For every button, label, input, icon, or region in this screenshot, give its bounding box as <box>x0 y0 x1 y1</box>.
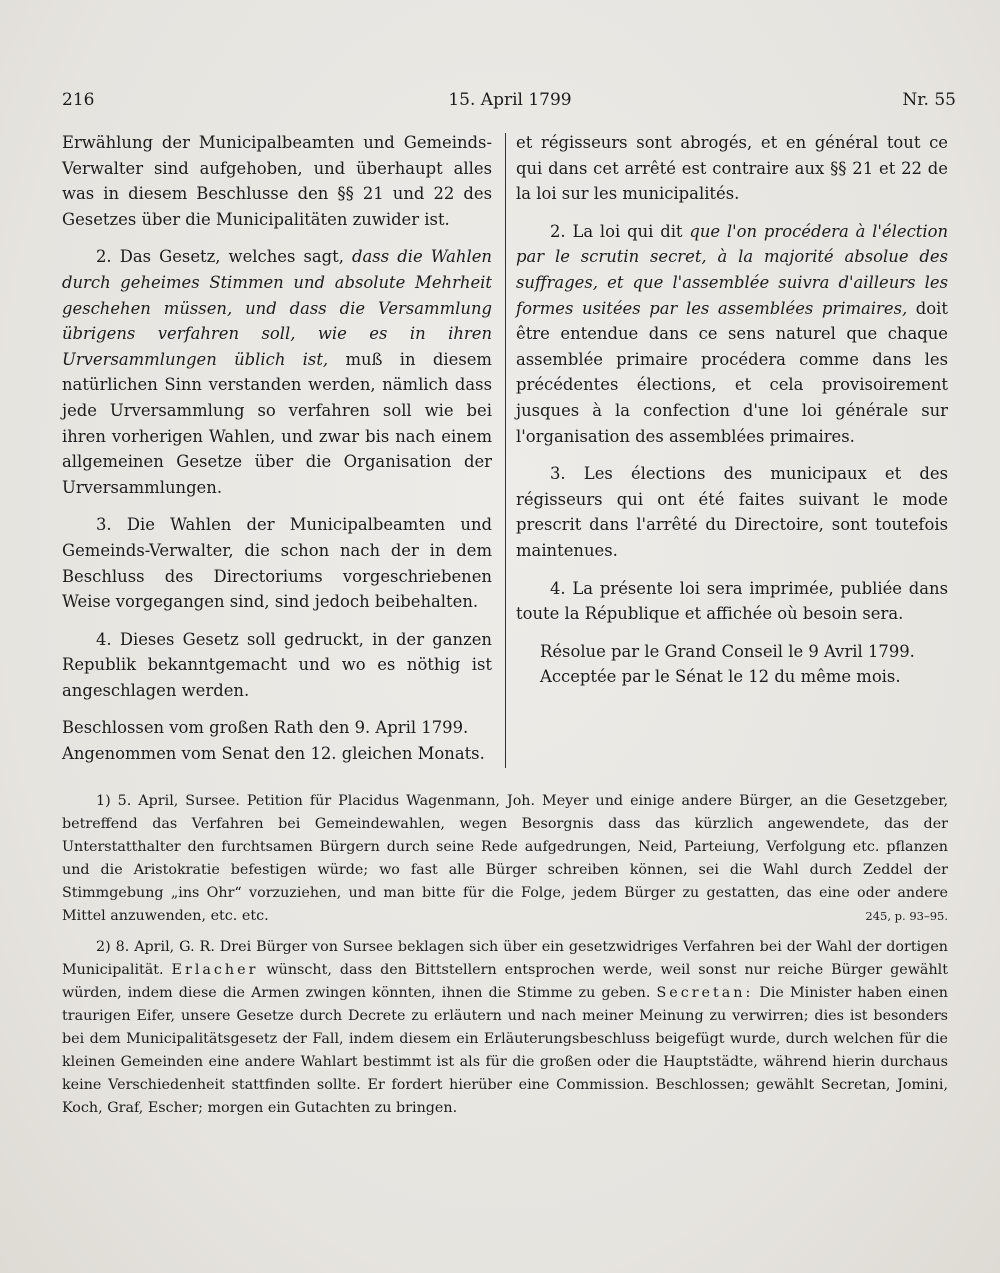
german-column <box>62 130 492 767</box>
french-p2-lead: 2. La loi qui dit <box>550 221 690 241</box>
document-number: Nr. 55 <box>902 90 956 110</box>
german-paragraph-3: 3. Die Wahlen der Municipalbeamten und Gemeinds-Verwalter, die schon nach der in dem Beschluss des Directoriums vorgeschriebenen Weise vorgegangen sind, sind jedoch beibehalten. <box>62 515 492 612</box>
german-p2-quote: dass die Wahlen durch geheimes Stimmen und absolute Mehrheit geschehen müssen, und dass die Versammlung übrigens verfahren soll, wie es in ihren Urversammlungen üblich ist, <box>62 247 492 369</box>
footnotes <box>62 790 948 1128</box>
footnote-2 <box>62 936 948 1120</box>
page-number: 216 <box>62 90 95 110</box>
french-sign-accepted: Acceptée par le Sénat le 12 du même mois. <box>540 667 901 687</box>
french-paragraph-4: 4. La présente loi sera imprimée, publiée dans toute la République et affichée où besoin sera. <box>516 578 948 624</box>
french-p2-rest: doit être entendue dans ce sens naturel que chaque assemblée primaire procédera comme dans les précédentes élections, et cela provisoirement jusques à la confection d'une loi générale sur l'organisation des assemblées primaires. <box>516 298 949 446</box>
footnote-1 <box>62 790 948 928</box>
speaker-secretan: Secretan: <box>656 985 754 1001</box>
footnote-1-text: 1) 5. April, Sursee. Petition für Placidus Wagenmann, Joh. Meyer und einige andere Bürger, an die Gesetzgeber, betreffend das Verfahren bei Gemeindewahlen, wegen Besorgnis dass das kürzlich angewendete, das der Unterstatthalter den furchtsamen Bürgern durch seine Rede aufgedrungen, Neid, Parteiung, Verfolgung etc. pflanzen und die Aristokratie befestigen würde; wo fast alle Bürger schreiben können, sei die Wahl durch Zeddel der Stimmgebung „ins Ohr“ vorzuziehen, und man bitte für die Folge, jedem Bürger zu gestatten, das eine oder andere Mittel anzuwenden, etc. etc. <box>62 793 948 924</box>
french-column <box>516 130 948 690</box>
footnote-1-reference: 245, p. 93–95. <box>865 909 948 923</box>
german-p2-rest: muß in diesem natürlichen Sinn verstanden werden, nämlich dass jede Urversammlung so verfahren soll wie bei ihren vorherigen Wahlen, und zwar bis nach einem allgemeinen Gesetze über die Organisation der Urversammlungen. <box>62 349 492 497</box>
column-divider <box>505 133 506 768</box>
footnote-2-middle: wünscht, dass den Bittstellern entsprochen werde, weil sonst nur reiche Bürger gewählt würden, indem diese die Armen zwingen könnten, ihnen die Stimme zu geben. <box>62 962 948 1001</box>
french-paragraph-1: et régisseurs sont abrogés, et en général tout ce qui dans cet arrêté est contraire aux §§ 21 et 22 de la loi sur les municipalités. <box>516 133 948 204</box>
footnote-2-lead: 2) 8. April, G. R. Drei Bürger von Sursee beklagen sich über ein gesetzwidriges Verfahren bei der Wahl der dortigen Municipalität. <box>62 939 948 978</box>
german-signature <box>62 715 492 766</box>
header-date: 15. April 1799 <box>448 90 572 110</box>
german-sign-accepted: Angenommen vom Senat den 12. gleichen Monats. <box>62 744 485 764</box>
german-p2-lead: 2. Das Gesetz, welches sagt, <box>96 247 353 267</box>
french-paragraph-2 <box>516 219 948 449</box>
german-sign-resolved: Beschlossen vom großen Rath den 9. April 1799. <box>62 718 469 738</box>
german-paragraph-2 <box>62 244 492 500</box>
german-paragraph-1: Erwählung der Municipalbeamten und Gemeinds-Verwalter sind aufgehoben, und überhaupt alles was in diesem Beschlusse den §§ 21 und 22 des Gesetzes über die Municipalitäten zuwider ist. <box>62 133 492 229</box>
german-paragraph-4: 4. Dieses Gesetz soll gedruckt, in der ganzen Republik bekanntgemacht und wo es nöthig ist angeschlagen werden. <box>62 629 492 700</box>
speaker-erlacher: Erlacher <box>171 962 259 978</box>
french-paragraph-3: 3. Les élections des municipaux et des régisseurs qui ont été faites suivant le mode prescrit dans l'arrêté du Directoire, sont toutefois maintenues. <box>516 464 948 560</box>
footnote-2-rest: Die Minister haben einen traurigen Eifer, unsere Gesetze durch Decrete zu erläutern und nach meiner Meinung zu verwirren; dies ist besonders bei dem Municipalitätsgesetz der Fall, indem diesem ein Erläuterungsbeschluss beigefügt wurde, durch welchen für die kleinen Gemeinden eine andere Wahlart bestimmt ist als für die großen oder die Hauptstädte, während hierin durchaus keine Verschiedenheit stattfinden sollte. Er fordert hierüber eine Commission. Beschlossen; gewählt Secretan, Jomini, Koch, Graf, Escher; morgen ein Gutachten zu bringen. <box>62 985 948 1116</box>
french-p2-quote: que l'on procédera à l'élection par le scrutin secret, à la majorité absolue des suffrages, et que l'assemblée suivra d'ailleurs les formes usitées par les assemblées primaires, <box>516 221 948 318</box>
page-header <box>62 90 958 118</box>
french-signature <box>516 639 948 690</box>
french-sign-resolved: Résolue par le Grand Conseil le 9 Avril 1799. <box>540 641 915 661</box>
